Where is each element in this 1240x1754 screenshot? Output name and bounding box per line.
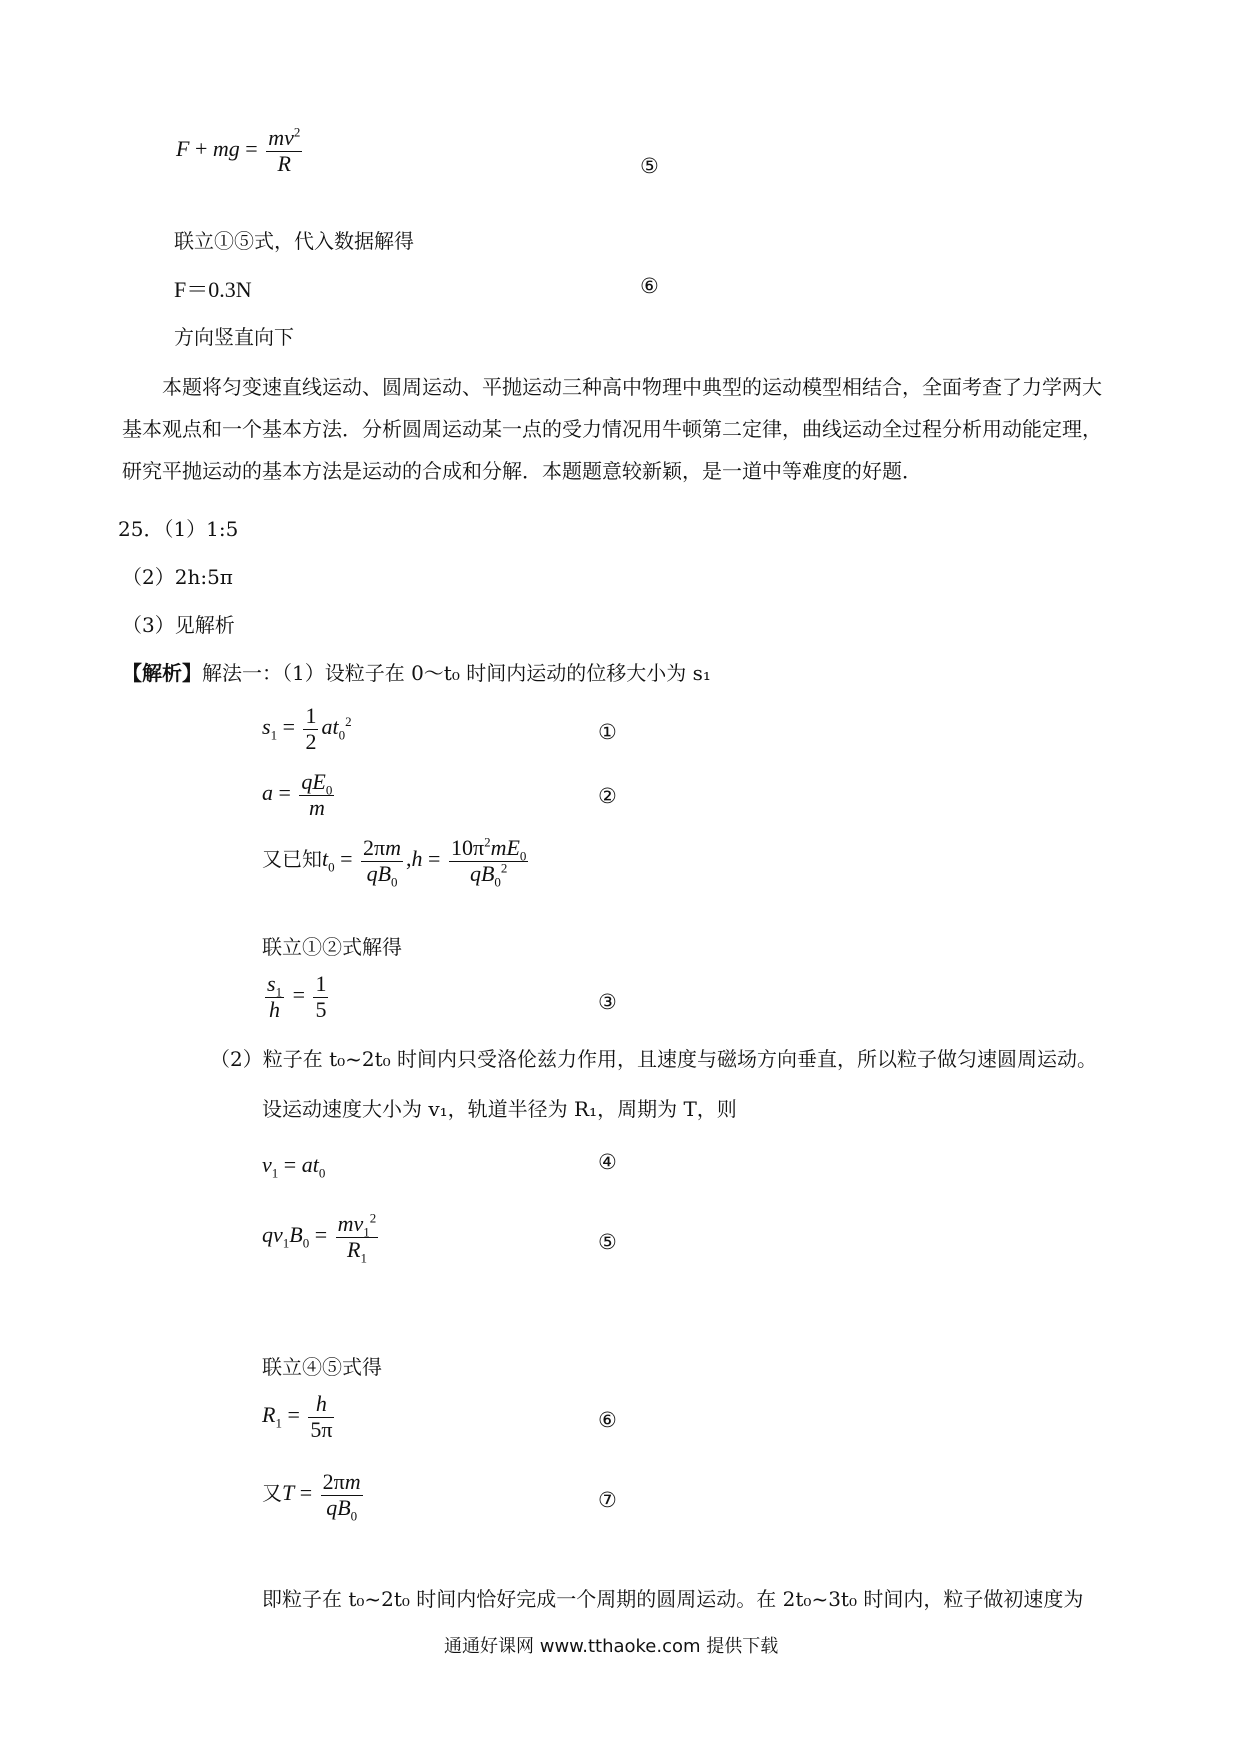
equation-centripetal-force: F + mg = $\frac{mv^2}{R}$ (176, 124, 301, 176)
equation-number-6: ⑥ (598, 1408, 617, 1432)
part2-description: （2）粒子在 t₀~2t₀ 时间内只受洛伦兹力作用，且速度与磁场方向垂直，所以粒子做匀速圆周运动。 (210, 1047, 1098, 1071)
equation-acceleration: a = $\frac{qE_0}{m}$ (262, 769, 333, 820)
equation-number-6-top: ⑥ (640, 274, 659, 298)
analysis-label: 【解析】 (122, 661, 202, 685)
page-footer: 通通好课网 www.tthaoke.com 提供下载 (444, 1636, 779, 1657)
equation-number-1: ① (598, 720, 617, 744)
last-line: 即粒子在 t₀~2t₀ 时间内恰好完成一个周期的圆周运动。在 2t₀~3t₀ 时间内，粒子做初速度为 (262, 1587, 1084, 1611)
equation-velocity: $v_1 = at_0$ (262, 1152, 326, 1181)
text-combine-1-2: 联立①②式解得 (262, 935, 402, 959)
text-combine-4-5: 联立④⑤式得 (262, 1355, 382, 1379)
answer-q25-part1: 25．（1）1:5 (118, 517, 239, 541)
equation-number-2: ② (598, 784, 617, 808)
given-prefix: 又已知 (262, 847, 322, 872)
equation-number-4: ④ (598, 1150, 617, 1174)
equation-displacement: $s_1$ = $\frac{1}{2}$ $at_0^2$ (262, 703, 352, 754)
equation-ratio: $\frac{s_1}{h}$ = $\frac{1}{5}$ (267, 971, 327, 1022)
equation-number-5-top: ⑤ (640, 154, 659, 178)
answer-q25-part2: （2）2h:5π (122, 565, 233, 589)
part2-setup: 设运动速度大小为 v₁，轨道半径为 R₁，周期为 T，则 (262, 1097, 737, 1121)
equation-given-t0-h: 又已知$t_0$ = $\frac{2\pi m}{qB_0}$ ,h = $\frac{10\pi^2mE_0}{qB_0^2}$ (262, 834, 527, 890)
equation-number-3: ③ (598, 990, 617, 1014)
answer-q25-part3: （3）见解析 (122, 613, 235, 637)
equation-number-5: ⑤ (598, 1230, 617, 1254)
analysis-intro: 解法一：（1）设粒子在 0～t₀ 时间内运动的位移大小为 s₁ (202, 661, 711, 685)
text-combine-1-5: 联立①⑤式，代入数据解得 (174, 229, 414, 253)
also-prefix: 又 (262, 1481, 282, 1506)
equation-lorentz: $qv_1B_0$ = $\frac{mv_1^2}{R_1}$ (262, 1210, 377, 1266)
equation-number-7: ⑦ (598, 1488, 617, 1512)
text-direction: 方向竖直向下 (174, 325, 294, 349)
analysis-line (122, 660, 711, 686)
equation-period: 又T = $\frac{2\pi m}{qB_0}$ (262, 1469, 361, 1524)
equation-radius: $R_1$ = $\frac{h}{5\pi}$ (262, 1391, 333, 1442)
commentary-paragraph: 本题将匀变速直线运动、圆周运动、平抛运动三种高中物理中典型的运动模型相结合，全面考查了力学两大基本观点和一个基本方法．分析圆周运动某一点的受力情况用牛顿第二定律，曲线运动全过程分析用动能定理，研究平抛运动的基本方法是运动的合成和分解．本题题意较新颖，是一道中等难度的好题． (122, 375, 1102, 483)
result-force: F＝0.3N (174, 277, 252, 302)
